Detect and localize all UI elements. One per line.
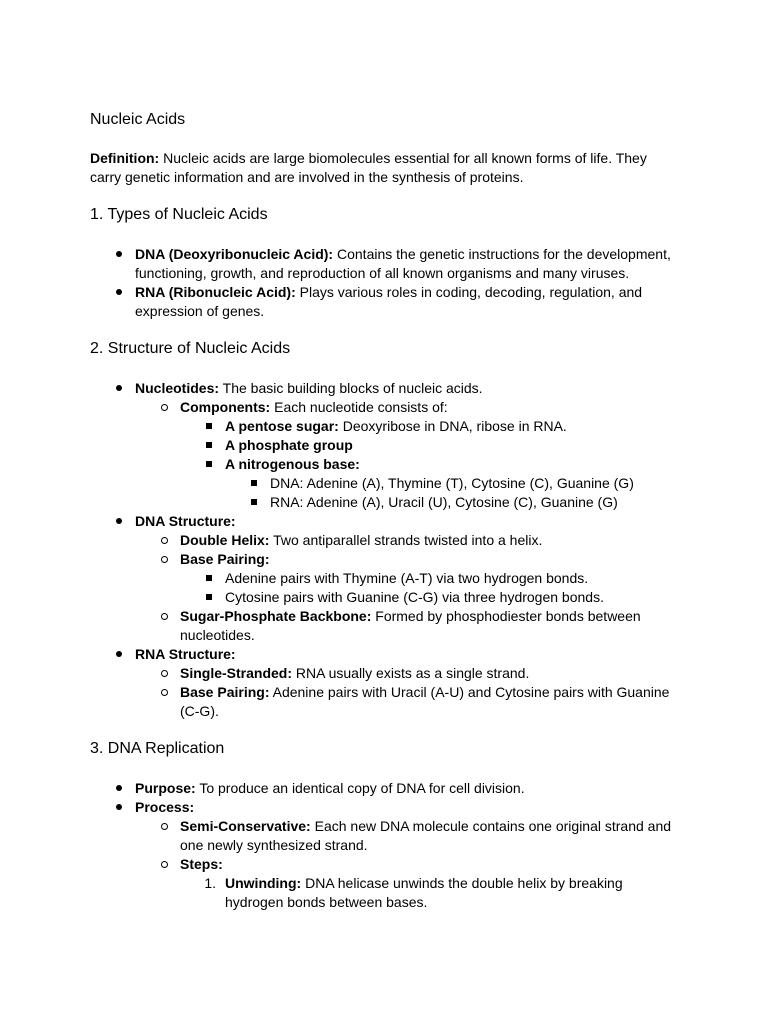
item-label: Steps: (180, 856, 223, 872)
item-text: RNA: Adenine (A), Uracil (U), Cytosine (C), Guanine (G) (270, 494, 618, 510)
list-item (225, 474, 678, 493)
item-text: Deoxyribose in DNA, ribose in RNA. (338, 418, 567, 434)
rna-structure-sublist (135, 664, 678, 721)
list-item (135, 531, 678, 550)
dna-structure-sublist (135, 531, 678, 645)
bullet-disc-icon (116, 385, 122, 391)
list-item (90, 379, 678, 512)
list-item (90, 645, 678, 721)
bullet-circle-icon (161, 613, 168, 620)
item-label: Components: (180, 399, 271, 415)
list-item (135, 398, 678, 512)
item-text: Adenine pairs with Thymine (A-T) via two hydrogen bonds. (225, 570, 589, 586)
list-item (135, 683, 678, 721)
section-heading-structure: 2. Structure of Nucleic Acids (90, 340, 291, 357)
bullet-disc-icon (116, 289, 122, 295)
item-label: A nitrogenous base: (225, 456, 360, 472)
bullet-circle-icon (161, 556, 168, 563)
item-label: Semi-Conservative: (180, 818, 311, 834)
structure-list (90, 379, 678, 721)
item-label: Nucleotides: (135, 380, 220, 396)
nucleotides-sublist (135, 398, 678, 512)
bullet-circle-icon (161, 670, 168, 677)
bullet-disc-icon (116, 251, 122, 257)
list-item (90, 512, 678, 645)
list-item (180, 569, 678, 588)
bullet-square-icon (206, 594, 212, 600)
bullet-circle-icon (161, 861, 168, 868)
list-item (135, 817, 678, 855)
item-text: DNA: Adenine (A), Thymine (T), Cytosine (C), Guanine (G) (270, 475, 634, 491)
list-item (180, 455, 678, 512)
list-item (135, 607, 678, 645)
list-item (90, 779, 678, 798)
bullet-square-icon (251, 480, 257, 486)
bullet-square-icon (206, 423, 212, 429)
list-item (180, 874, 678, 912)
bullet-circle-icon (161, 689, 168, 696)
bullet-circle-icon (161, 537, 168, 544)
bullet-circle-icon (161, 823, 168, 830)
section-heading-types: 1. Types of Nucleic Acids (90, 206, 268, 223)
definition-label: Definition: (90, 150, 160, 166)
item-label: Sugar-Phosphate Backbone: (180, 608, 372, 624)
item-label: Purpose: (135, 780, 196, 796)
item-label: A phosphate group (225, 437, 353, 453)
item-label: Process: (135, 799, 195, 815)
item-text: The basic building blocks of nucleic acids. (219, 380, 483, 396)
list-item (90, 798, 678, 912)
bullet-circle-icon (161, 404, 168, 411)
section-heading-replication: 3. DNA Replication (90, 740, 225, 757)
list-item (135, 664, 678, 683)
components-sublist (180, 417, 678, 512)
item-text: RNA usually exists as a single strand. (292, 665, 530, 681)
replication-list (90, 779, 678, 912)
item-text: To produce an identical copy of DNA for cell division. (195, 780, 525, 796)
item-label: Base Pairing: (180, 551, 270, 567)
item-text: Two antiparallel strands twisted into a helix. (269, 532, 543, 548)
item-text: Each new DNA molecule contains one original strand and one newly synthesized strand. (180, 818, 672, 853)
bullet-disc-icon (116, 518, 122, 524)
list-item (180, 588, 678, 607)
bullet-square-icon (206, 461, 212, 467)
item-text: DNA helicase unwinds the double helix by breaking hydrogen bonds between bases. (225, 875, 623, 910)
list-item (135, 855, 678, 912)
document-title: Nucleic Acids (90, 111, 186, 128)
list-item (180, 436, 678, 455)
item-text: Adenine pairs with Uracil (A-U) and Cytosine pairs with Guanine (C-G). (180, 684, 670, 719)
item-label: Single-Stranded: (180, 665, 293, 681)
item-label: Base Pairing: (180, 684, 270, 700)
item-label: Unwinding: (225, 875, 302, 891)
step-number: 1. (204, 875, 216, 891)
item-label: RNA (Ribonucleic Acid): (135, 284, 296, 300)
steps-list (180, 874, 678, 912)
item-label: RNA Structure: (135, 646, 236, 662)
item-label: Double Helix: (180, 532, 270, 548)
definition-paragraph (90, 149, 678, 187)
definition-text: Nucleic acids are large biomolecules essential for all known forms of life. They carry genetic information and are involved in the synthesis of proteins. (90, 150, 647, 185)
item-text: Contains the genetic instructions for the development, functioning, growth, and reproduction of all known organisms and many viruses. (135, 246, 671, 281)
list-item (90, 245, 678, 283)
process-sublist (135, 817, 678, 912)
item-label: DNA (Deoxyribonucleic Acid): (135, 246, 334, 262)
bullet-square-icon (251, 499, 257, 505)
item-text: Formed by phosphodiester bonds between nucleotides. (180, 608, 641, 643)
bullet-square-icon (206, 575, 212, 581)
bullet-disc-icon (116, 785, 122, 791)
list-item (90, 283, 678, 321)
list-item (135, 550, 678, 607)
types-list (90, 245, 678, 321)
item-text: Each nucleotide consists of: (270, 399, 448, 415)
list-item (225, 493, 678, 512)
item-text: Cytosine pairs with Guanine (C-G) via three hydrogen bonds. (225, 589, 604, 605)
base-pairing-sublist (180, 569, 678, 607)
bases-sublist (225, 474, 678, 512)
item-text: Plays various roles in coding, decoding, regulation, and expression of genes. (135, 284, 643, 319)
list-item (180, 417, 678, 436)
bullet-disc-icon (116, 651, 122, 657)
bullet-square-icon (206, 442, 212, 448)
item-label: DNA Structure: (135, 513, 236, 529)
item-label: A pentose sugar: (225, 418, 339, 434)
bullet-disc-icon (116, 804, 122, 810)
